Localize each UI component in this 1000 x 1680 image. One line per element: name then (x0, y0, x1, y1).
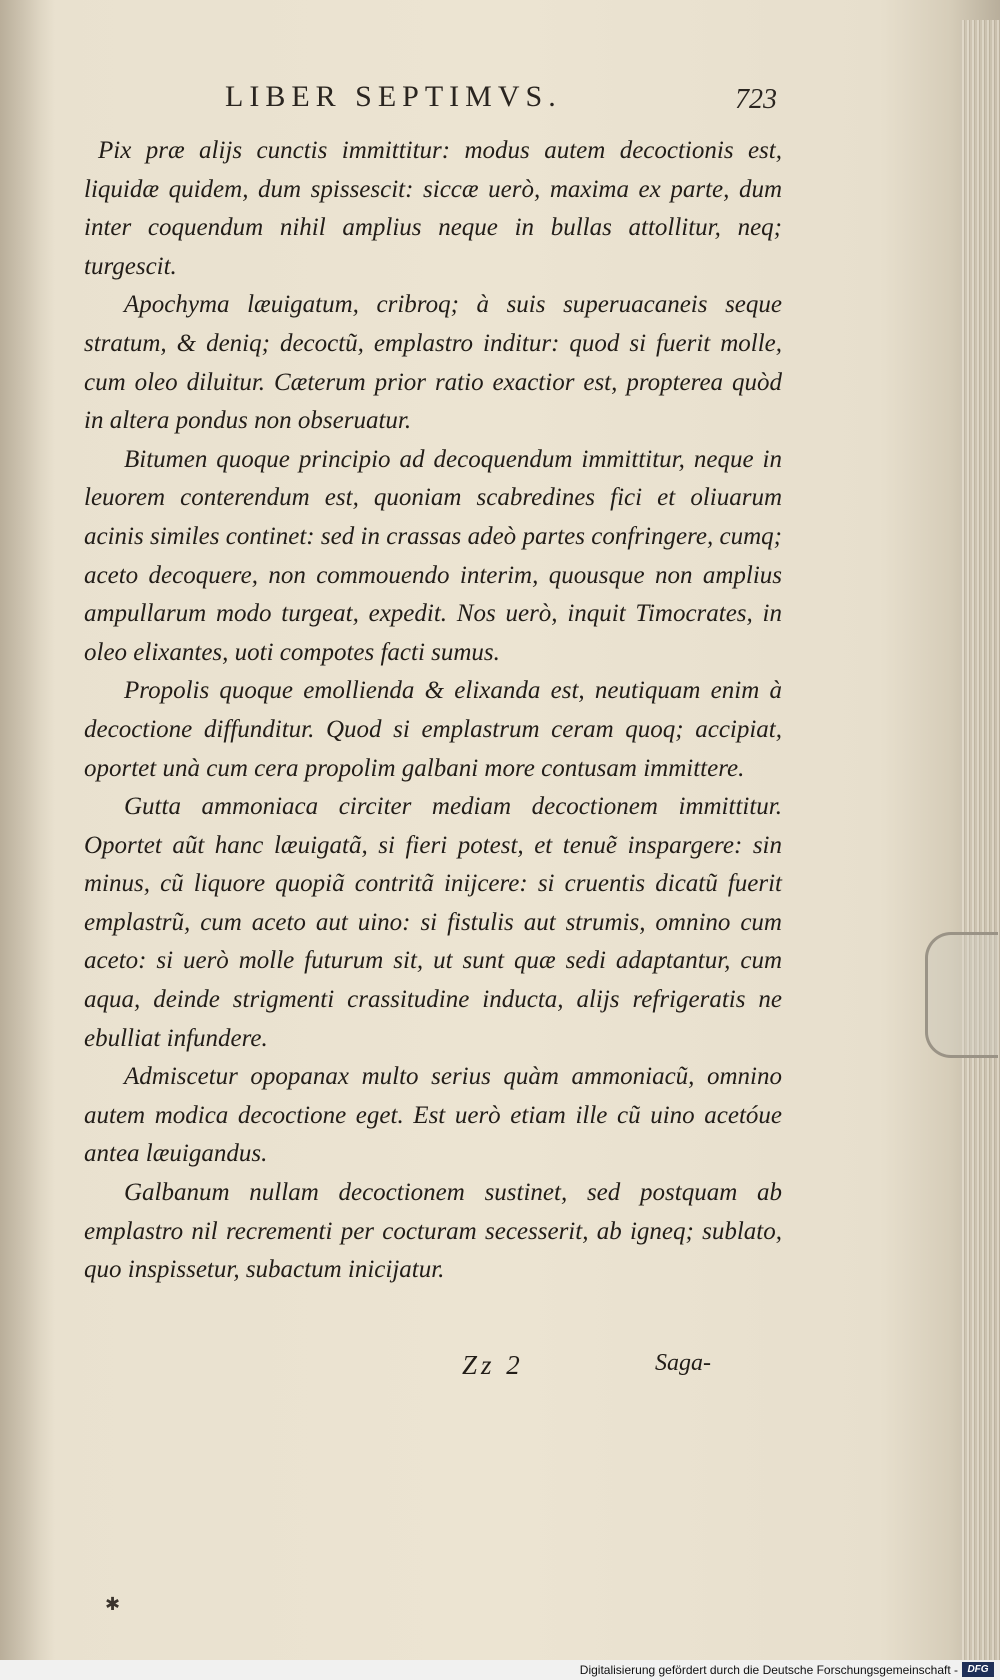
catchword: Saga- (655, 1350, 711, 1376)
page-clip (925, 932, 998, 1058)
gutter-shadow (0, 0, 55, 1660)
footer-credit: Digitalisierung gefördert durch die Deutsche Forschungsgemeinschaft - (579, 1663, 958, 1677)
running-head: LIBER SEPTIMVS. (225, 80, 562, 113)
paragraph: Admiscetur opopanax multo serius quàm ammoniacũ, omnino autem modica decoctione eget. Est uerò etiam ille cũ uino acetóue antea læuigandus. (84, 1063, 782, 1168)
dfg-logo: DFG (962, 1662, 994, 1677)
paragraph: Gutta ammoniaca circiter mediam decoctionem immittitur. Oportet aũt hanc læuigatã, si fieri potest, et tenuẽ inspargere: sin minus, cũ liquore quopiã contritã inijcere: si cruentis dicatũ fuerit emplastrũ, cum aceto aut uino: si fistulis aut strumis, omnino cum aceto: si uerò molle futurum sit, ut sunt quæ sedi adaptantur, cum aqua, deinde strigmenti crassitudine inducta, alijs refrigeratis ne ebulliat infundere. (84, 793, 782, 1052)
paragraph: Apochyma læuigatum, cribroq; à suis superuacaneis seque stratum, & deniq; decoctũ, emplastro inditur: quod si fuerit molle, cum oleo diluitur. Cæterum prior ratio exactior est, propterea quòd in altera pondus non obseruatur. (84, 291, 782, 435)
page-number: 723 (735, 84, 777, 115)
paragraph: Propolis quoque emollienda & elixanda est, neutiquam enim à decoctione diffunditur. Quod si emplastrum ceram quoq; accipiat, oportet unà cum cera propolim galbani more contusam immittere. (84, 677, 782, 782)
ink-mark: ✱ (105, 1594, 121, 1615)
page-edges (960, 20, 1000, 1660)
paragraph: Galbanum nullam decoctionem sustinet, sed postquam ab emplastro nil recrementi per cocturam secesserit, ab igneq; sublato, quo inspissetur, subactum inicijatur. (84, 1179, 782, 1284)
paragraph: Bitumen quoque principio ad decoquendum immittitur, neque in leuorem conterendum est, quoniam scabredines fici et oliuarum acinis similes continet: sed in crassas adeò partes confringere, cumq; aceto decoquere, non commouendo interim, quousque non amplius ampullarum modo turgeat, expedit. Nos uerò, inquit Timocrates, in oleo elixantes, uoti compotes facti sumus. (84, 445, 782, 666)
paragraph: Pix præ alijs cunctis immittitur: modus autem decoctionis est, liquidæ quidem, dum spissescit: siccæ uerò, maxima ex parte, dum inter coquendum nihil amplius neque in bullas attollitur, neq; turgescit. (84, 137, 782, 280)
body-text (84, 132, 782, 1290)
signature-mark: Zz 2 (462, 1350, 524, 1380)
footer-bar (0, 1660, 1000, 1680)
